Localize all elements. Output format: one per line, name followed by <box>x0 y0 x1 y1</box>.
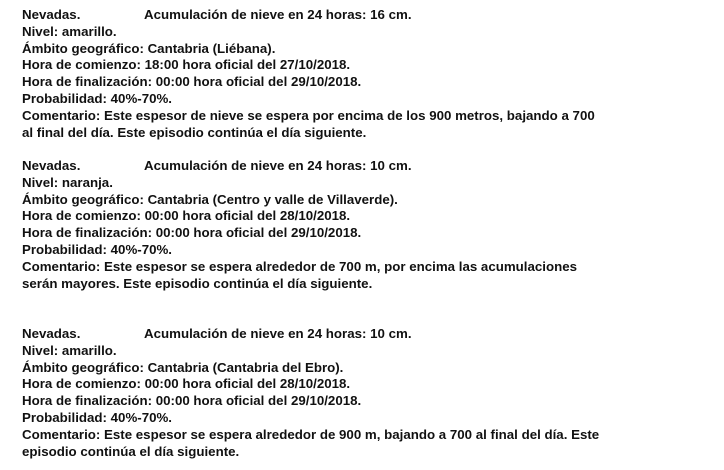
comment-line-2: al final del día. Este episodio continúa el día siguiente. <box>22 124 367 140</box>
phenomenon-line <box>22 158 712 175</box>
phenomenon-line <box>22 7 712 24</box>
probability: Probabilidad: 40%-70%. <box>22 90 172 106</box>
geographic-area: Ámbito geográfico: Cantabria (Liébana). <box>22 40 276 56</box>
probability: Probabilidad: 40%-70%. <box>22 241 172 257</box>
start-time: Hora de comienzo: 18:00 hora oficial del 27/10/2018. <box>22 57 351 73</box>
comment-line-2: episodio continúa el día siguiente. <box>22 443 240 459</box>
end-time: Hora de finalización: 00:00 hora oficial del 29/10/2018. <box>22 393 362 409</box>
geographic-area: Ámbito geográfico: Cantabria (Cantabria del Ebro). <box>22 359 344 375</box>
accumulation: Acumulación de nieve en 24 horas: 10 cm. <box>144 326 412 341</box>
warning-block <box>22 158 712 292</box>
level: Nivel: naranja. <box>22 174 113 190</box>
accumulation: Acumulación de nieve en 24 horas: 16 cm. <box>144 7 412 22</box>
start-time: Hora de comienzo: 00:00 hora oficial del 28/10/2018. <box>22 208 351 224</box>
warning-block <box>22 326 712 460</box>
comment-line-1: Comentario: Este espesor se espera alrededor de 900 m, bajando a 700 al final del día. Este <box>22 426 600 442</box>
phenomenon: Nevadas. <box>22 7 81 22</box>
probability: Probabilidad: 40%-70%. <box>22 409 172 425</box>
geographic-area: Ámbito geográfico: Cantabria (Centro y valle de Villaverde). <box>22 191 398 207</box>
comment-line-1: Comentario: Este espesor de nieve se espera por encima de los 900 metros, bajando a 700 <box>22 107 595 123</box>
phenomenon: Nevadas. <box>22 326 81 341</box>
warning-block <box>22 7 712 141</box>
phenomenon: Nevadas. <box>22 158 81 173</box>
start-time: Hora de comienzo: 00:00 hora oficial del 28/10/2018. <box>22 376 351 392</box>
comment-line-2: serán mayores. Este episodio continúa el día siguiente. <box>22 275 373 291</box>
comment-line-1: Comentario: Este espesor se espera alrededor de 700 m, por encima las acumulaciones <box>22 258 578 274</box>
end-time: Hora de finalización: 00:00 hora oficial del 29/10/2018. <box>22 225 362 241</box>
end-time: Hora de finalización: 00:00 hora oficial del 29/10/2018. <box>22 74 362 90</box>
level: Nivel: amarillo. <box>22 342 117 358</box>
accumulation: Acumulación de nieve en 24 horas: 10 cm. <box>144 158 412 173</box>
phenomenon-line <box>22 326 712 343</box>
level: Nivel: amarillo. <box>22 23 117 39</box>
